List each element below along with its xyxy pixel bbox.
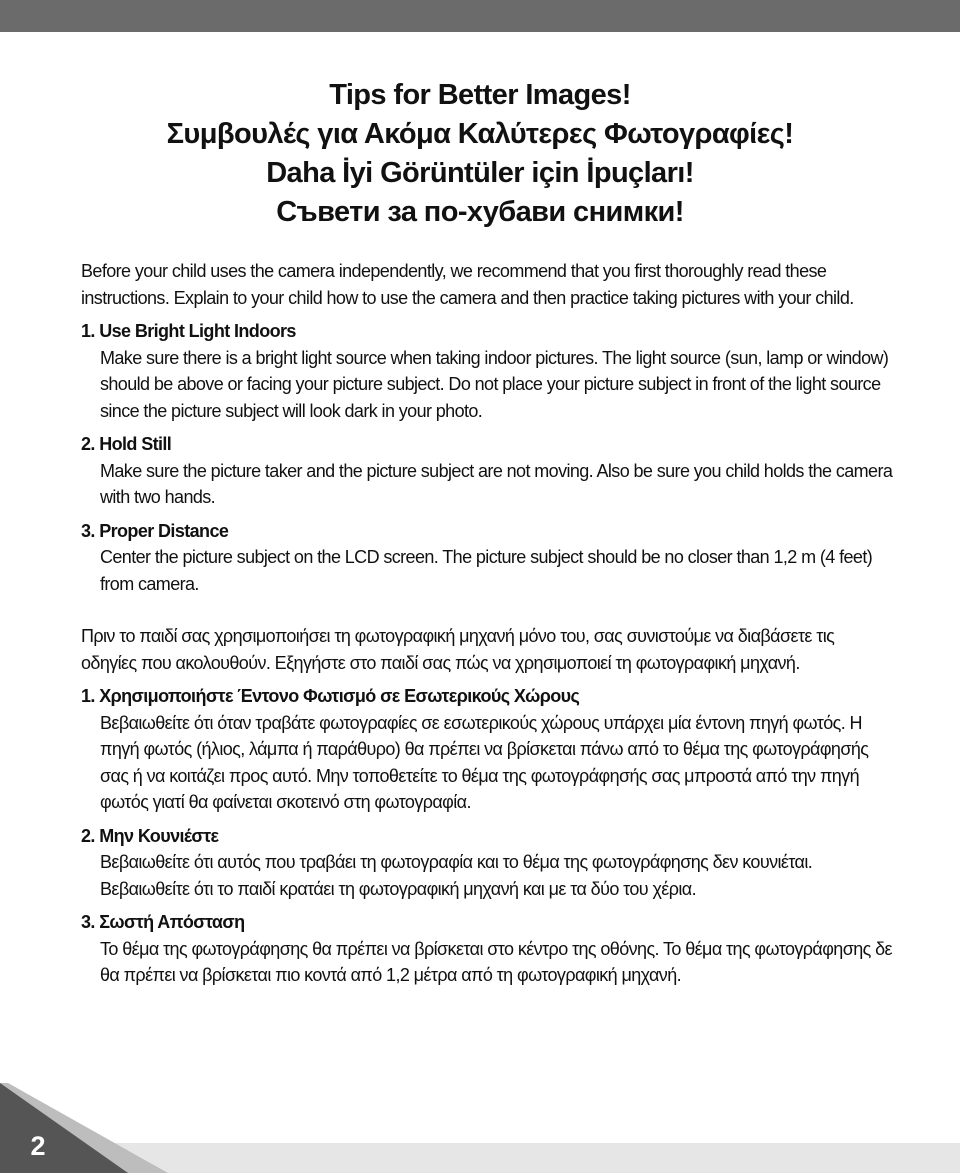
tip-heading: 1. Use Bright Light Indoors (81, 321, 296, 341)
tip-body: Make sure there is a bright light source when taking indoor pictures. The light source (sun, lamp or window) should be above or facing your picture subject. Do not place your picture subject in front of the light source since the picture subject will look dark in your photo. (100, 347, 889, 421)
title-greek: Συμβουλές για Ακόμα Καλύτερες Φωτογραφίες! (166, 118, 794, 150)
page-corner-decoration (0, 1083, 960, 1173)
greek-intro: Πριν το παιδί σας χρησιμοποιήσει τη φωτογραφική μηχανή μόνο του, σας συνιστούμε να διαβάσετε τις οδηγίες που ακολουθούν. Εξηγήστε στο παιδί σας πώς να χρησιμοποιεί τη φωτογραφική μηχανή. (81, 626, 835, 673)
top-band (0, 0, 960, 32)
english-tip-2 (81, 431, 893, 511)
title-block (0, 76, 960, 232)
tip-heading: 3. Σωστή Απόσταση (81, 912, 245, 932)
page-number: 2 (30, 1131, 46, 1161)
english-intro: Before your child uses the camera independently, we recommend that you first thoroughly read these instructions. Explain to your child how to use the camera and then practice taking pictures with your child. (81, 261, 854, 308)
title-bulgarian: Съвети за по-хубави снимки! (276, 196, 684, 228)
greek-tip-2 (81, 823, 893, 903)
english-tip-3 (81, 518, 893, 598)
title-english: Tips for Better Images! (329, 79, 631, 111)
page-content (81, 258, 893, 989)
tip-body: Center the picture subject on the LCD screen. The picture subject should be no closer than 1,2 m (4 feet) from camera. (100, 547, 873, 594)
tip-heading: 2. Hold Still (81, 434, 172, 454)
tip-body: Το θέμα της φωτογράφησης θα πρέπει να βρίσκεται στο κέντρο της οθόνης. Το θέμα της φωτογράφησης δε θα πρέπει να βρίσκεται πιο κοντά από 1,2 μέτρα από τη φωτογραφική μηχανή. (100, 938, 892, 985)
tip-body: Βεβαιωθείτε ότι όταν τραβάτε φωτογραφίες σε εσωτερικούς χώρους υπάρχει μία έντονη πηγή φωτός. Η πηγή φωτός (ήλιος, λάμπα ή παράθυρο) θα πρέπει να βρίσκεται πάνω από το θέμα της φωτογράφησής σας ή να κοιτάζει προς αυτό. Μην τοποθετείτε το θέμα της φωτογράφησής σας μπροστά από την πηγή φωτός γιατί θα φαίνεται σκοτεινό στη φωτογραφία. (100, 712, 869, 812)
greek-tip-3 (81, 909, 893, 989)
tip-heading: 3. Proper Distance (81, 520, 229, 541)
greek-tip-1 (81, 683, 893, 816)
tip-body: Βεβαιωθείτε ότι αυτός που τραβάει τη φωτογραφία και το θέμα της φωτογράφησης δεν κουνιέται. Βεβαιωθείτε ότι το παιδί κρατάει τη φωτογραφική μηχανή και με τα δύο του χέρια. (100, 852, 813, 899)
title-turkish: Daha İyi Görüntüler için İpuçları! (266, 157, 694, 189)
tip-heading: 1. Χρησιμοποιήστε Έντονο Φωτισμό σε Εσωτερικούς Χώρους (81, 686, 580, 706)
tip-body: Make sure the picture taker and the picture subject are not moving. Also be sure you child holds the camera with two hands. (100, 460, 893, 507)
english-tip-1 (81, 318, 893, 424)
tip-heading: 2. Μην Κουνιέστε (81, 825, 219, 846)
